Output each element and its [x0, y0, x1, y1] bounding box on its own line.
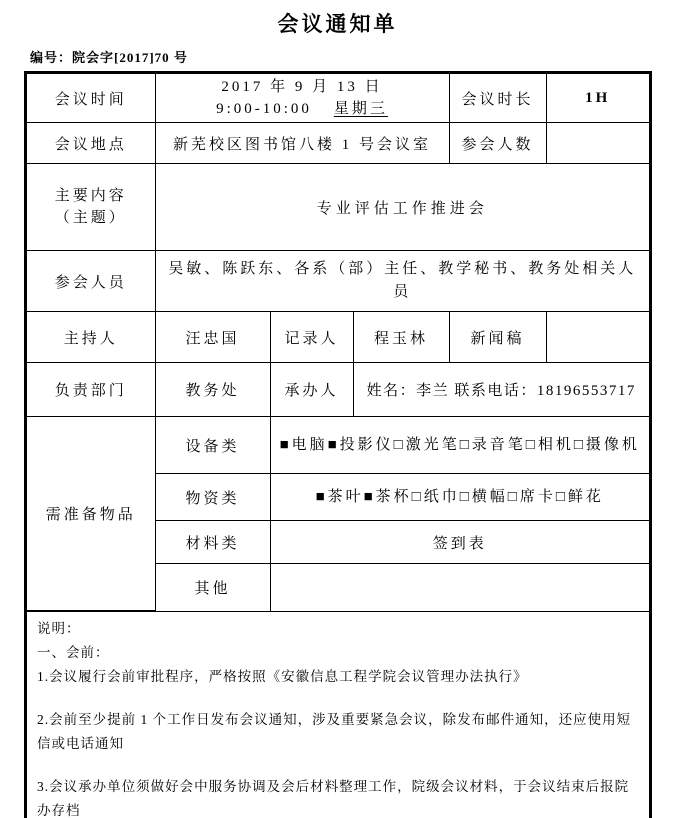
meeting-hours: 9:00-10:00	[216, 101, 312, 117]
recorder-label: 记录人	[270, 312, 353, 363]
notes-item2: 2.会前至少提前 1 个工作日发布会议通知，涉及重要紧急会议，除发布邮件通知，还应使用短信或电话通知	[37, 712, 632, 751]
row-meeting-location	[27, 123, 649, 164]
press-release-value	[546, 312, 649, 363]
row-meeting-time	[27, 74, 649, 123]
notes-section1: 一、会前：	[37, 645, 110, 660]
press-release-label: 新闻稿	[449, 312, 546, 363]
notes-item3: 3.会议承办单位须做好会中服务协调及会后材料整理工作，院级会议材料，于会议结束后报院办存档	[37, 779, 630, 818]
materials-value: 签到表	[270, 521, 649, 564]
organizer-value: 姓名：李兰 联系电话：18196553717	[353, 363, 649, 417]
notes-section	[27, 611, 649, 818]
meeting-date: 2017 年 9 月 13 日	[221, 79, 383, 95]
duration-value: 1H	[546, 74, 649, 123]
preparation-label: 需准备物品	[27, 417, 155, 611]
topic-label-line1: 主要内容	[54, 188, 127, 204]
department-label: 负责部门	[27, 363, 155, 417]
equipment-label: 设备类	[155, 417, 270, 474]
attendees-value: 吴敏、陈跃东、各系（部）主任、教学秘书、教务处相关人员	[155, 251, 649, 312]
duration-label: 会议时长	[449, 74, 546, 123]
row-topic	[27, 164, 649, 251]
attendees-label: 参会人员	[27, 251, 155, 312]
department-value: 教务处	[155, 363, 270, 417]
page-title: 会议通知单	[277, 12, 398, 36]
organizer-label: 承办人	[270, 363, 353, 417]
other-value	[270, 564, 649, 611]
supplies-checklist: ■茶叶■茶杯□纸巾□横幅□席卡□鲜花	[270, 474, 649, 521]
row-department	[27, 363, 649, 417]
equipment-checklist: ■电脑■投影仪□激光笔□录音笔□相机□摄像机	[270, 417, 649, 474]
meeting-time-value	[155, 74, 449, 123]
meeting-weekday: 星期三	[333, 101, 388, 117]
location-value: 新芜校区图书馆八楼 1 号会议室	[155, 123, 449, 164]
row-prep-equipment	[27, 417, 649, 474]
recorder-value: 程玉林	[353, 312, 449, 363]
host-label: 主持人	[27, 312, 155, 363]
topic-value: 专业评估工作推进会	[155, 164, 649, 251]
topic-label-line2: （主题）	[54, 210, 127, 226]
document-number: 编号：院会字[2017]70 号	[30, 50, 188, 65]
attendee-count-value	[546, 123, 649, 164]
topic-label	[27, 164, 155, 251]
supplies-label: 物资类	[155, 474, 270, 521]
materials-label: 材料类	[155, 521, 270, 564]
notice-form	[24, 71, 652, 818]
meeting-time-label: 会议时间	[27, 74, 155, 123]
row-host	[27, 312, 649, 363]
host-value: 汪忠国	[155, 312, 270, 363]
notes-heading: 说明：	[37, 621, 81, 636]
attendee-count-label: 参会人数	[449, 123, 546, 164]
notice-table	[27, 74, 649, 611]
location-label: 会议地点	[27, 123, 155, 164]
notes-item1: 1.会议履行会前审批程序，严格按照《安徽信息工程学院会议管理办法执行》	[37, 669, 528, 684]
other-label: 其他	[155, 564, 270, 611]
row-attendees	[27, 251, 649, 312]
